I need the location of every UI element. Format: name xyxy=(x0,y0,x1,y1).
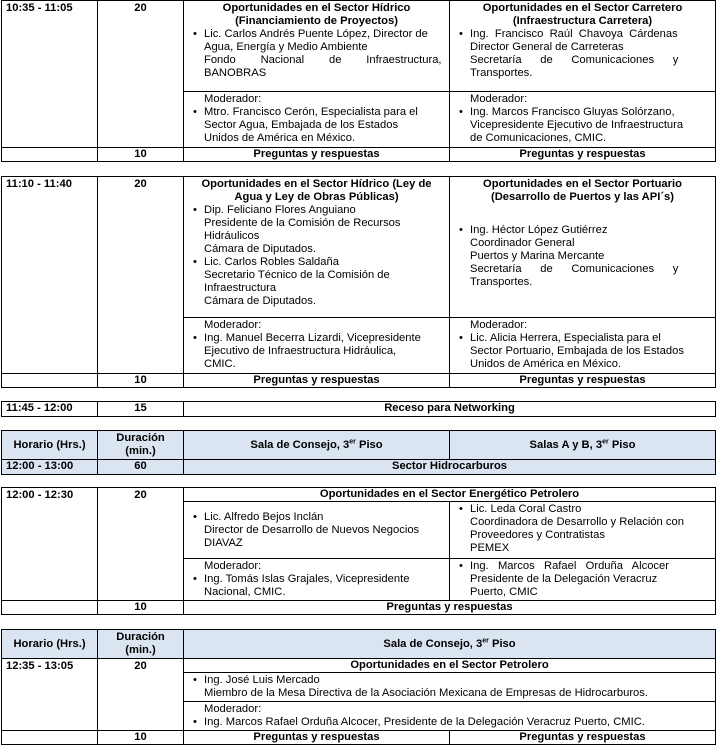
session-block-1 xyxy=(1,0,716,162)
break-time: 11:45 - 12:00 xyxy=(2,402,98,417)
moderator-label: Moderador: xyxy=(204,560,262,572)
qa-label: Preguntas y respuestas xyxy=(184,148,450,162)
speaker: • Ing. José Luis Mercado Miembro de la Mesa Directiva de la Asociación Mexicana de Empresas de Hidrocarburos. xyxy=(204,674,711,700)
sector-duration: 60 xyxy=(98,460,184,475)
speaker: • Dip. Feliciano Flores Anguiano Presidente de la Comisión de Recursos Hidráulicos Cámara de Diputados. xyxy=(204,204,445,256)
speaker: • Ing. Francisco Raúl Chavoya Cárdenas Director General de Carreteras Secretaría de Comunicaciones y Transportes. xyxy=(470,28,711,80)
speaker-list xyxy=(188,204,445,308)
speaker-list xyxy=(454,224,711,289)
session-block-4 xyxy=(1,629,716,745)
sector-label: Sector Hidrocarburos xyxy=(184,460,716,475)
moderator-cell xyxy=(450,318,716,374)
session-block-2 xyxy=(1,176,716,388)
session-duration: 20 xyxy=(98,659,184,731)
speaker: • Lic. Carlos Robles Saldaña Secretario Técnico de la Comisión de Infraestructura Cámara de Diputados. xyxy=(204,256,445,308)
session-duration: 20 xyxy=(98,177,184,374)
speaker-list xyxy=(188,511,445,550)
header-duration: Duración (min.) xyxy=(98,431,184,460)
moderator-cell xyxy=(450,92,716,148)
speaker-list xyxy=(188,674,711,700)
sector-time: 12:00 - 13:00 xyxy=(2,460,98,475)
header-room: Sala de Consejo, 3er Piso xyxy=(184,630,716,659)
header-time: Horario (Hrs.) xyxy=(2,431,98,460)
moderator: • Ing. Manuel Becerra Lizardi, Vicepresidente Ejecutivo de Infraestructura Hidráulica, CMIC. xyxy=(204,332,445,371)
moderator: • Ing. Marcos Francisco Gluyas Solórzano, Vicepresidente Ejecutivo de Infraestructura de Comunicaciones, CMIC. xyxy=(470,106,711,145)
session-block-3 xyxy=(1,487,716,615)
break-block xyxy=(1,401,716,417)
header-room-2: Salas A y B, 3er Piso xyxy=(450,431,716,460)
qa-label: Preguntas y respuestas xyxy=(450,374,716,388)
session-left-cell xyxy=(184,502,450,559)
moderator-label: Moderador: xyxy=(470,93,528,105)
moderator: • Mtro. Francisco Cerón, Especialista para el Sector Agua, Embajada de los Estados Unidos de América en México. xyxy=(204,106,445,145)
session-title: Oportunidades en el Sector Petrolero xyxy=(184,659,716,673)
qa-duration: 10 xyxy=(98,148,184,162)
qa-duration: 10 xyxy=(98,731,184,745)
qa-duration: 10 xyxy=(98,601,184,615)
speaker-list xyxy=(188,28,445,80)
moderator-label: Moderador: xyxy=(470,319,528,331)
speaker: • Lic. Carlos Andrés Puente López, Director de Agua, Energía y Medio Ambiente Fondo Nacional de Infraestructura, BANOBRAS xyxy=(204,28,445,80)
qa-label: Preguntas y respuestas xyxy=(184,731,450,745)
speaker: • Lic. Leda Coral Castro Coordinadora de Desarrollo y Relación con Proveedores y Contratistas PEMEX xyxy=(470,503,711,555)
session-title: Oportunidades en el Sector Hídrico (Ley de Agua y Ley de Obras Públicas) xyxy=(201,178,432,203)
session-time: 10:35 - 11:05 xyxy=(2,1,98,148)
session-left-cell xyxy=(184,1,450,92)
qa-label: Preguntas y respuestas xyxy=(450,731,716,745)
session-time: 12:35 - 13:05 xyxy=(2,659,98,731)
session-duration: 20 xyxy=(98,488,184,601)
header-duration: Duración (min.) xyxy=(98,630,184,659)
moderator: • Ing. Marcos Rafael Orduña Alcocer, Presidente de la Delegación Veracruz Puerto, CMIC. xyxy=(204,716,711,729)
session-title: Oportunidades en el Sector Energético Petrolero xyxy=(184,488,716,502)
session-duration: 20 xyxy=(98,1,184,148)
qa-label: Preguntas y respuestas xyxy=(450,148,716,162)
session-title: Oportunidades en el Sector Carretero (Infraestructura Carretera) xyxy=(482,2,683,27)
moderator-label: Moderador: xyxy=(204,319,262,331)
session-right-cell xyxy=(450,177,716,318)
session-cell xyxy=(184,673,716,702)
qa-label: Preguntas y respuestas xyxy=(184,374,450,388)
session-time: 12:00 - 12:30 xyxy=(2,488,98,601)
qa-duration: 10 xyxy=(98,374,184,388)
speaker-list xyxy=(454,28,711,80)
moderator-cell xyxy=(184,92,450,148)
session-right-cell xyxy=(450,1,716,92)
moderator-label: Moderador: xyxy=(204,703,262,715)
session-right-cell xyxy=(450,502,716,559)
speaker-list xyxy=(454,503,711,555)
moderator: • Ing. Marcos Rafael Orduña Alcocer Presidente de la Delegación Veracruz Puerto, CMIC xyxy=(470,560,711,599)
moderator-cell xyxy=(450,559,716,601)
break-duration: 15 xyxy=(98,402,184,417)
moderator: • Ing. Tomás Islas Grajales, Vicepresidente Nacional, CMIC. xyxy=(204,573,445,599)
speaker: • Lic. Alfredo Bejos Inclán Director de Desarrollo de Nuevos Negocios DIAVAZ xyxy=(204,511,445,550)
speaker: • Ing. Héctor López Gutiérrez Coordinador General Puertos y Marina Mercante Secretaría de Comunicaciones y Transportes. xyxy=(470,224,711,289)
session-title: Oportunidades en el Sector Portuario (Desarrollo de Puertos y las API´s) xyxy=(483,178,682,203)
moderator-cell xyxy=(184,318,450,374)
qa-label: Preguntas y respuestas xyxy=(184,601,716,615)
moderator-cell xyxy=(184,702,716,731)
session-time: 11:10 - 11:40 xyxy=(2,177,98,374)
break-label: Receso para Networking xyxy=(184,402,716,417)
moderator-label: Moderador: xyxy=(204,93,262,105)
moderator-cell xyxy=(184,559,450,601)
header-time: Horario (Hrs.) xyxy=(2,630,98,659)
session-title: Oportunidades en el Sector Hídrico (Financiamiento de Proyectos) xyxy=(222,2,411,27)
header-room-1: Sala de Consejo, 3er Piso xyxy=(184,431,450,460)
moderator: • Lic. Alicia Herrera, Especialista para el Sector Portuario, Embajada de los Estados Unidos de América en México. xyxy=(470,332,711,371)
schedule-header-1 xyxy=(1,430,716,475)
session-left-cell xyxy=(184,177,450,318)
